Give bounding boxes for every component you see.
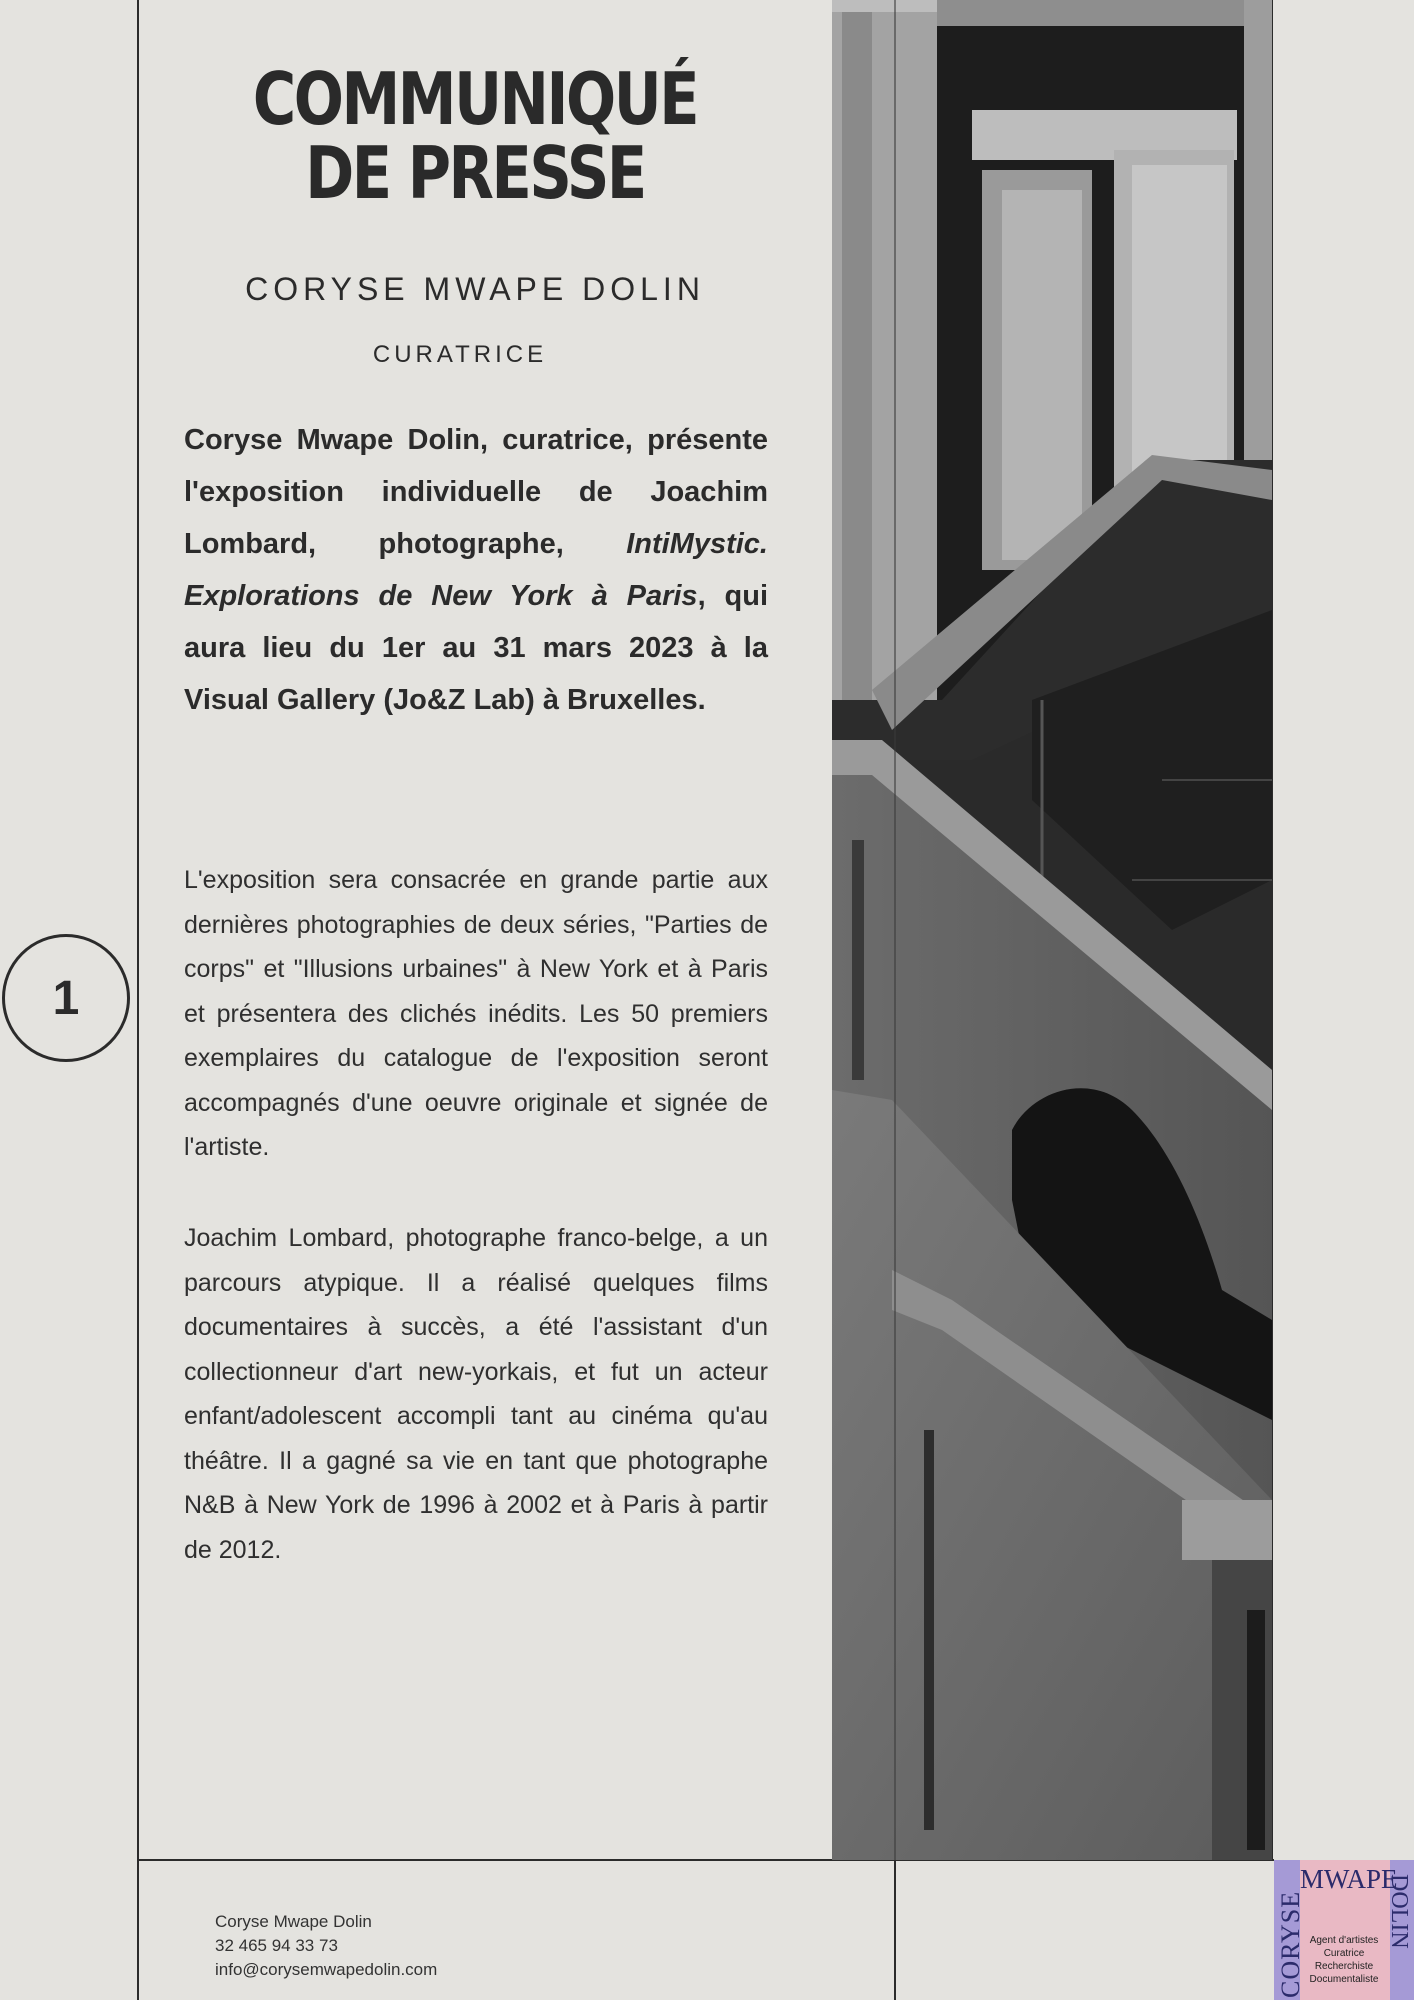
contact-block (215, 1910, 437, 1982)
body-paragraph-exhibition: L'exposition sera consacrée en grande partie aux dernières photographies de deux séries, "Parties de corps" et "Illusions urbaines" à New York et à Paris et présentera des clichés inédits. Les 50 premiers exemplaires du catalogue de l'exposition seront accompagnés d'une oeuvre originale et signée de l'artiste. (184, 866, 768, 1161)
author-name: CORYSE MWAPE DOLIN (245, 271, 705, 307)
lead-paragraph (184, 414, 768, 726)
logo-role: Agent d'artistes (1309, 1935, 1379, 1946)
brand-logo (1274, 1860, 1414, 2000)
exhibition-title: IntiMystic. Explorations de New York à Paris (184, 528, 768, 612)
author-role: CURATRICE (372, 341, 548, 368)
lead-text-end: , qui aura lieu du 1er au 31 mars 2023 à la Visual Gallery (Jo&Z Lab) à Bruxelles. (184, 580, 769, 716)
page-title: COMMUNIQUÉ DE PRESSE (252, 57, 698, 215)
page-number: 1 (52, 971, 80, 1025)
logo-word-coryse: CORYSE (1276, 1890, 1305, 1998)
logo-role: Recherchiste (1314, 1961, 1374, 1972)
staircase-photo (832, 0, 1272, 1860)
contact-email: info@corysemwapedolin.com (215, 1960, 438, 1979)
contact-phone: 32 465 94 33 73 (215, 1936, 338, 1955)
logo-roles (1298, 1934, 1390, 1986)
body-paragraph-biography: Joachim Lombard, photographe franco-belge, a un parcours atypique. Il a réalisé quelques films documentaires à succès, a été l'assistant d'un collectionneur d'art new-yorkais, et fut un acteur enfant/adolescent accompli tant au cinéma qu'au théâtre. Il a gagné sa vie en tant que photographe N&B à New York de 1996 à 2002 et à Paris à partir de 2012. (184, 1224, 768, 1564)
logo-role: Curatrice (1323, 1948, 1365, 1959)
logo-role: Documentaliste (1309, 1974, 1379, 1985)
logo-word-mwape: MWAPE (1300, 1864, 1398, 1894)
left-margin-line (137, 0, 139, 2000)
lead-text-start: Coryse Mwape Dolin, curatrice, présente l'exposition individuelle de Joachim Lombard, photographe, (184, 424, 768, 560)
page-number-badge (2, 934, 130, 1062)
contact-name: Coryse Mwape Dolin (215, 1912, 372, 1931)
logo-word-dolin: DOLIN (1386, 1874, 1412, 1949)
